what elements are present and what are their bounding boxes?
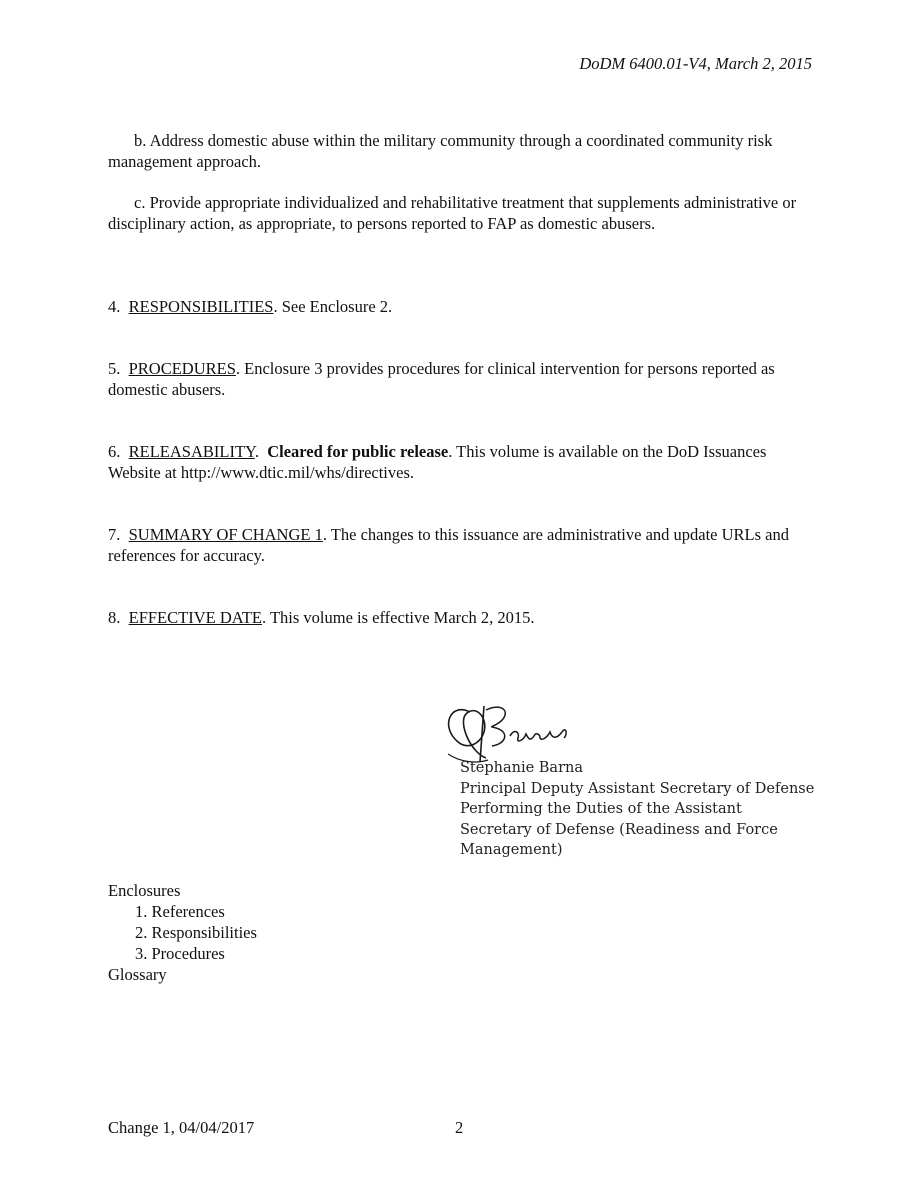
section-body: . This volume is effective March 2, 2015. bbox=[262, 608, 535, 627]
section-number: 7. bbox=[108, 525, 121, 544]
section-summary-of-change bbox=[108, 524, 812, 566]
signer-title-line: Secretary of Defense (Readiness and Force bbox=[460, 821, 778, 838]
paragraph-c: c. Provide appropriate individualized and rehabilitative treatment that supplements administrative or disciplinary action, as appropriate, to persons reported to FAP as domestic abusers. bbox=[108, 193, 797, 233]
section-body: . The changes to this issuance are administrative and update URLs and references for accuracy. bbox=[108, 525, 789, 565]
glossary-label: Glossary bbox=[108, 965, 167, 984]
section-heading: EFFECTIVE DATE bbox=[128, 608, 262, 627]
section-separator: . bbox=[254, 442, 268, 461]
section-number: 4. bbox=[108, 297, 121, 316]
section-number: 5. bbox=[108, 359, 121, 378]
section-responsibilities bbox=[108, 296, 812, 317]
paragraph-b: b. Address domestic abuse within the military community through a coordinated community risk management approach. bbox=[108, 131, 773, 171]
signer-name: Stephanie Barna bbox=[460, 760, 583, 776]
signer-title-line: Performing the Duties of the Assistant bbox=[460, 801, 742, 817]
section-number: 8. bbox=[108, 608, 121, 627]
section-number: 6. bbox=[108, 442, 121, 461]
section-heading: RELEASABILITY bbox=[128, 442, 255, 461]
section-body: . See Enclosure 2. bbox=[273, 297, 393, 316]
signer-title-line: Principal Deputy Assistant Secretary of Defense bbox=[460, 780, 815, 797]
section-effective-date bbox=[108, 607, 812, 628]
section-heading: RESPONSIBILITIES bbox=[128, 297, 274, 316]
footer-change: Change 1, 04/04/2017 bbox=[108, 1118, 255, 1137]
enclosures-label: Enclosures bbox=[108, 881, 181, 900]
enclosure-item: 3. Procedures bbox=[135, 944, 225, 963]
section-heading: PROCEDURES bbox=[128, 359, 236, 378]
release-statement: Cleared for public release bbox=[267, 442, 449, 461]
section-procedures bbox=[108, 358, 812, 400]
enclosure-item: 1. References bbox=[135, 902, 225, 921]
signer-title-line: Management) bbox=[460, 842, 563, 858]
section-heading: SUMMARY OF CHANGE 1 bbox=[128, 525, 323, 544]
page-number: 2 bbox=[455, 1118, 464, 1137]
section-body: . Enclosure 3 provides procedures for clinical intervention for persons reported as domestic abusers. bbox=[108, 359, 775, 399]
enclosures-list bbox=[108, 880, 257, 985]
section-body: . This volume is available on the DoD Issuances Website at http://www.dtic.mil/whs/directives. bbox=[108, 442, 767, 482]
enclosure-item: 2. Responsibilities bbox=[135, 923, 257, 942]
section-releasability bbox=[108, 441, 812, 483]
signature-block bbox=[460, 758, 820, 861]
document-header: DoDM 6400.01-V4, March 2, 2015 bbox=[579, 54, 812, 73]
